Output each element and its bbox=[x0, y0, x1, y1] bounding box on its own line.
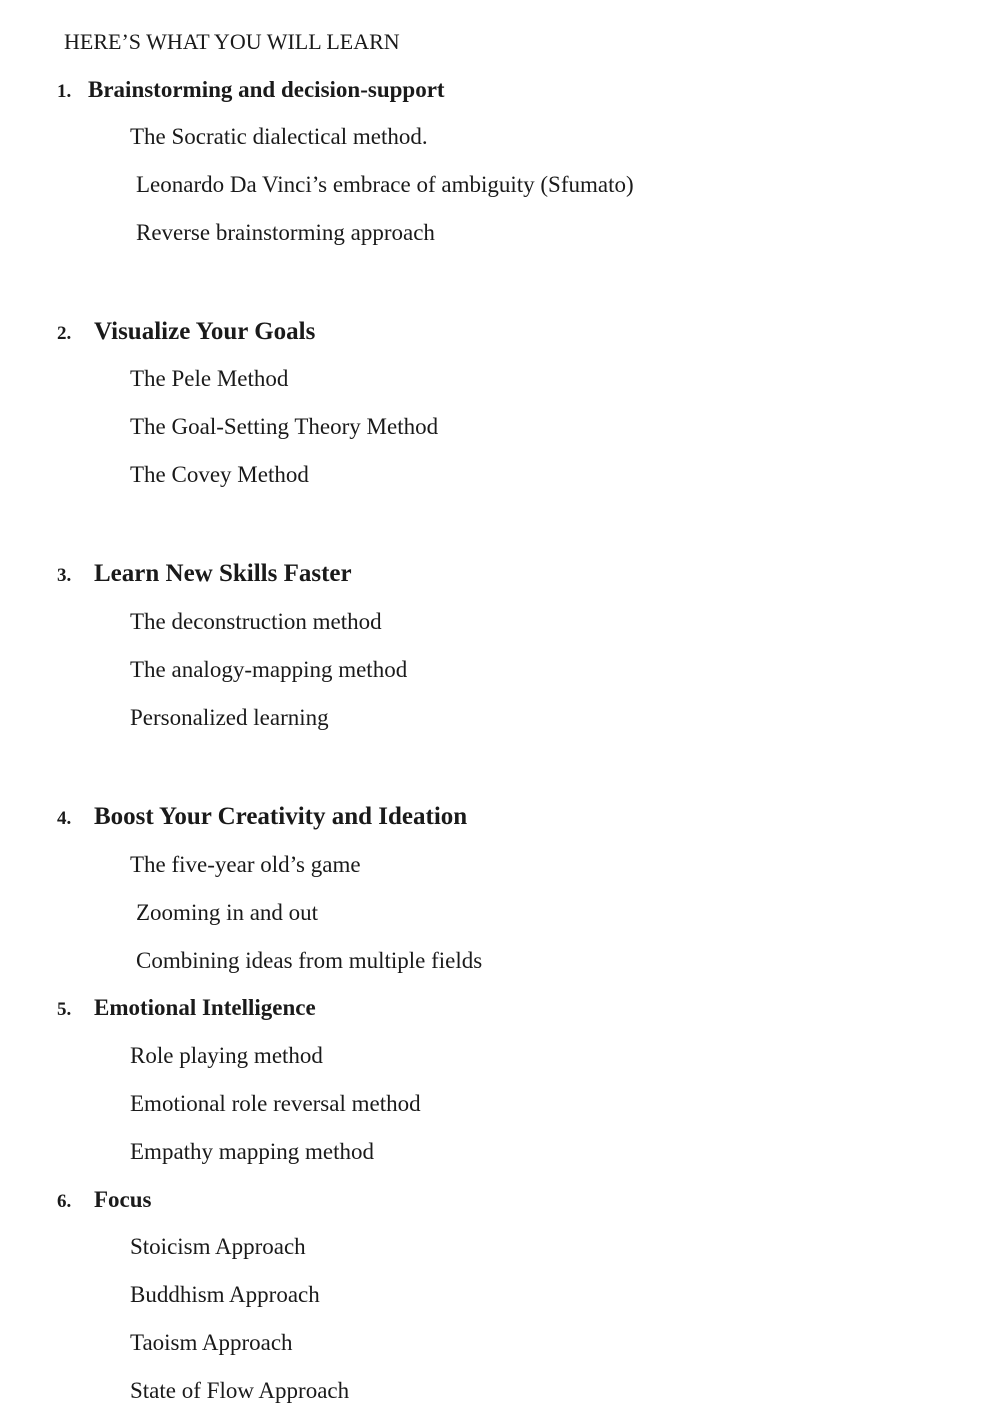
list-item: State of Flow Approach bbox=[130, 1378, 350, 1403]
list-item: The Covey Method bbox=[130, 462, 309, 487]
list-item: The five-year old’s game bbox=[130, 852, 361, 877]
list-item: Emotional role reversal method bbox=[130, 1091, 421, 1116]
list-item: The Pele Method bbox=[130, 366, 289, 391]
section-heading-6 bbox=[57, 1186, 152, 1214]
section-title: Focus bbox=[94, 1187, 152, 1212]
section-number: 5. bbox=[57, 999, 72, 1020]
list-item: Empathy mapping method bbox=[130, 1139, 375, 1164]
list-item: Combining ideas from multiple fields bbox=[136, 948, 483, 973]
list-item: Stoicism Approach bbox=[130, 1234, 306, 1259]
section-title: Emotional Intelligence bbox=[94, 995, 316, 1020]
section-title: Visualize Your Goals bbox=[94, 318, 316, 345]
list-item: Personalized learning bbox=[130, 705, 329, 730]
list-item: The deconstruction method bbox=[130, 609, 382, 634]
list-item: Taoism Approach bbox=[130, 1330, 293, 1355]
section-title: Learn New Skills Faster bbox=[94, 560, 352, 587]
section-heading-1 bbox=[57, 76, 445, 104]
section-number: 6. bbox=[57, 1191, 72, 1212]
section-number: 1. bbox=[57, 81, 72, 102]
list-item: The Socratic dialectical method. bbox=[130, 124, 428, 149]
list-item: Buddhism Approach bbox=[130, 1282, 320, 1307]
section-number: 4. bbox=[57, 808, 72, 829]
list-item: Reverse brainstorming approach bbox=[136, 220, 435, 245]
list-item: The analogy-mapping method bbox=[130, 657, 408, 682]
list-item: Role playing method bbox=[130, 1043, 323, 1068]
section-number: 2. bbox=[57, 323, 72, 344]
section-title: Brainstorming and decision-support bbox=[88, 77, 445, 102]
list-item: The Goal-Setting Theory Method bbox=[130, 414, 439, 439]
section-number: 3. bbox=[57, 565, 72, 586]
section-heading-2 bbox=[57, 318, 315, 346]
list-item: Zooming in and out bbox=[136, 900, 319, 925]
section-heading-5 bbox=[57, 994, 316, 1022]
page-title: HERE’S WHAT YOU WILL LEARN bbox=[64, 29, 400, 54]
section-title: Boost Your Creativity and Ideation bbox=[94, 803, 468, 830]
list-item: Leonardo Da Vinci’s embrace of ambiguity (Sfumato) bbox=[136, 172, 634, 197]
section-heading-4 bbox=[57, 803, 467, 831]
section-heading-3 bbox=[57, 560, 352, 588]
